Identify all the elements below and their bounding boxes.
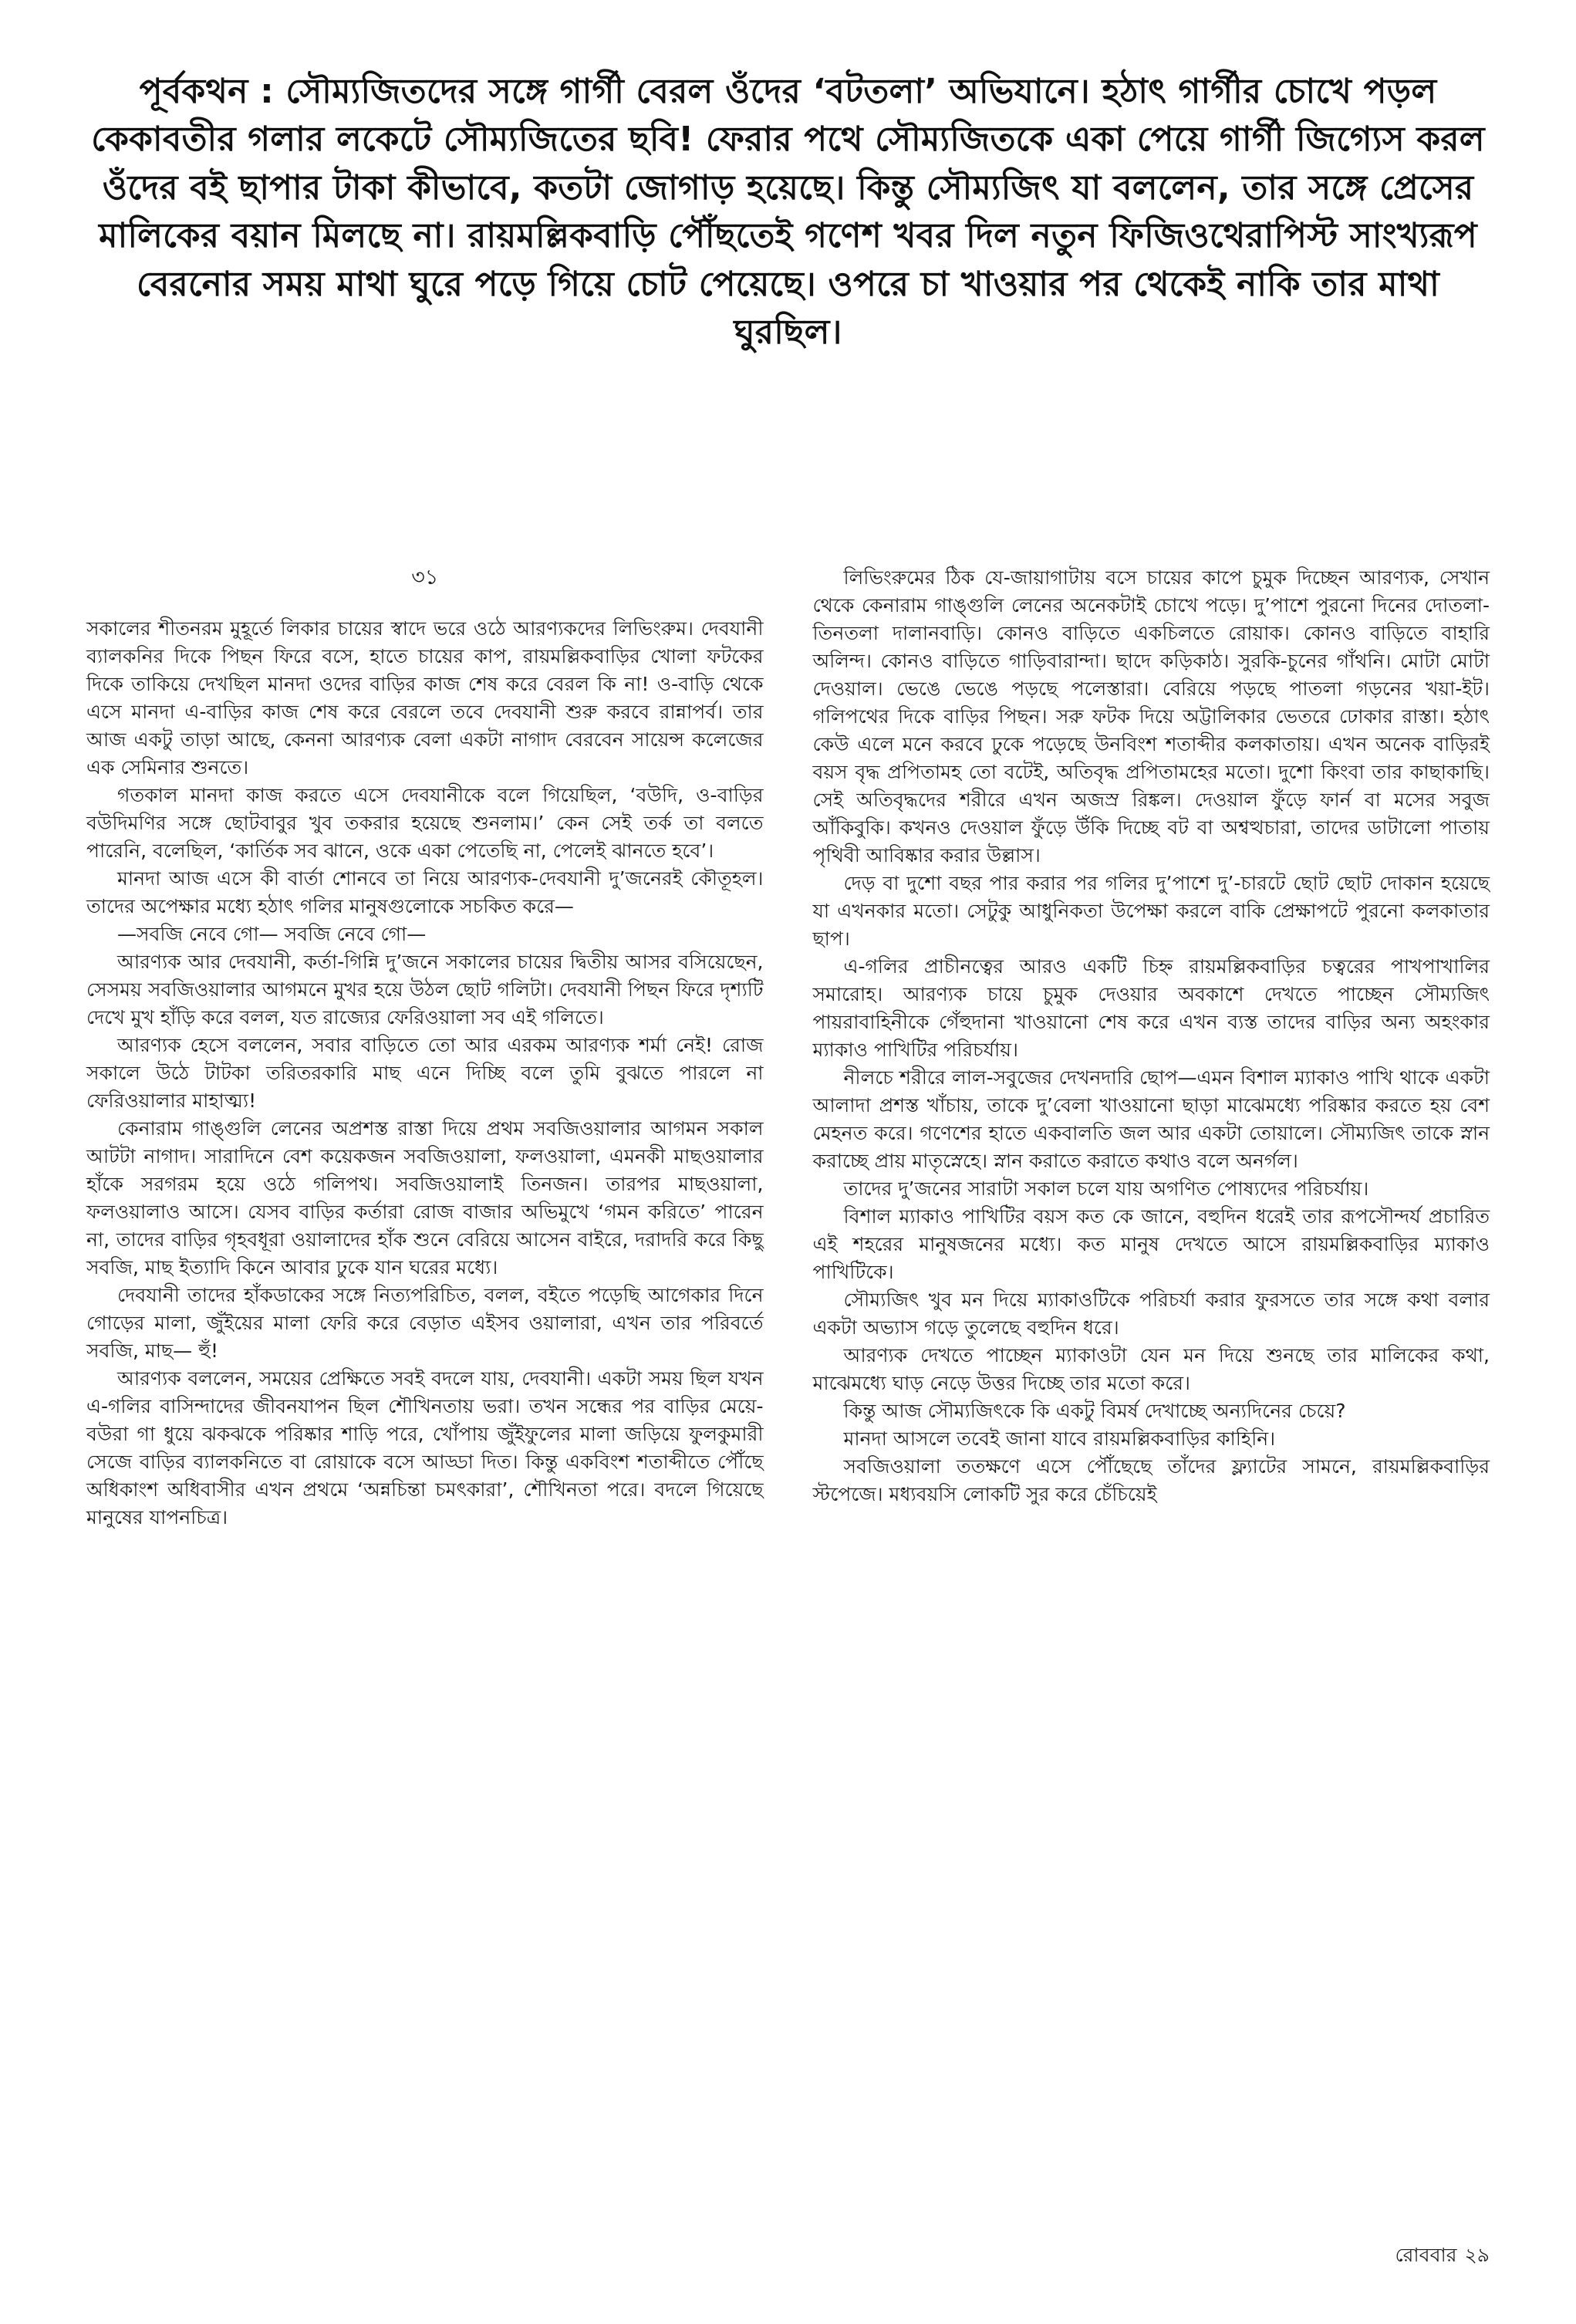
paragraph: কেনারাম গাঙ্গুলি লেনের অপ্রশস্ত রাস্তা দিয়ে প্রথম সবজিওয়ালার আগমন সকাল আটটা নাগাদ। সারাদিনে বেশ কয়েকজন সবজিওয়ালা, ফলওয়ালা, এমনকী মাছওয়ালার হাঁকে সরগরম হয়ে ওঠে গলিপথ। সবজিওয়ালাই তিনজন। তারপর মাছওয়ালা, ফলওয়ালাও আসে। যেসব বাড়ির কর্তারা রোজ বাজার অভিমুখে ‘গমন করিতে’ পারেন না, তাদের বাড়ির গৃহবধূরা ওয়ালাদের হাঁক শুনে বেরিয়ে আসেন বাইরে, দরাদরি করে কিছু সবজি, মাছ ইত্যাদি কিনে আবার ঢুকে যান ঘরের মধ্যে। — [86, 1116, 764, 1279]
paragraph: লিভিংরুমের ঠিক যে-জায়াগাটায় বসে চায়ের কাপে চুমুক দিচ্ছেন আরণ্যক, সেখান থেকে কেনারাম গাঙ্গুলি লেনের অনেকটাই চোখে পড়ে। দু’পাশে পুরনো দিনের দোতলা-তিনতলা দালানবাড়ি। কোনও বাড়িতে একচিলতে রোয়াক। কোনও বাড়িতে বাহারি অলিন্দ। কোনও বাড়িতে গাড়িবারান্দা। ছাদে কড়িকাঠ। সুরকি-চুনের গাঁথনি। মোটা মোটা দেওয়াল। ভেঙে ভেঙে পড়ছে পলেস্তারা। বেরিয়ে পড়ছে পাতলা গড়নের খয়া-ইট। গলিপথের দিকে বাড়ির পিছন। সরু ফটক দিয়ে অট্টালিকার ভেতরে ঢোকার রাস্তা। হঠাৎ কেউ এলে মনে করবে ঢুকে পড়েছে উনবিংশ শতাব্দীর কলকাতায়। এখন অনেক বাড়িরই বয়স বৃদ্ধ প্রপিতামহ তো বটেই, অতিবৃদ্ধ প্রপিতামহের মতো। দুশো কিংবা তার কাছাকাছি। সেই অতিবৃদ্ধদের শরীরে এখন অজস্র রিঙ্কল। দেওয়াল ফুঁড়ে ফার্ন বা মসের সবুজ আঁকিবুকি। কখনও দেওয়াল ফুঁড়ে উঁকি দিচ্ছে বট বা অশ্বত্থচারা, তাদের ডাটালো পাতায় পৃথিবী আবিষ্কার করার উল্লাস। — [812, 566, 1490, 866]
paragraph: আরণ্যক আর দেবযানী, কর্তা-গিন্নি দু’জনে সকালের চায়ের দ্বিতীয় আসর বসিয়েছেন, সেসময় সবজিওয়ালার আগমনে মুখর হয়ে উঠল ছোট গলিটা। দেবযানী পিছন ফিরে দৃশ্যটি দেখে মুখ হাঁড়ি করে বলল, যত রাজ্যের ফেরিওয়ালা সব এই গলিতে। — [86, 950, 764, 1029]
right-column — [813, 564, 1490, 1532]
paragraph: আরণ্যক বললেন, সময়ের প্রেক্ষিতে সবই বদলে যায়, দেবযানী। একটা সময় ছিল যখন এ-গলির বাসিন্দাদের জীবনযাপন ছিল শৌখিনতায় ভরা। তখন সন্ধের পর বাড়ির মেয়ে-বউরা গা ধুয়ে ঝকঝকে পরিষ্কার শাড়ি পরে, খোঁপায় জুঁইফুলের মালা জড়িয়ে ফুলকুমারী সেজে বাড়ির ব্যালকনিতে বা রোয়াকে বসে আড্ডা দিত। কিন্তু একবিংশ শতাব্দীতে পৌঁছে অধিকাংশ অধিবাসীর এখন প্রথমে ‘অন্নচিন্তা চমৎকারা’, শৌখিনতা পরে। বদলে গিয়েছে মানুষের যাপনচিত্র। — [86, 1366, 764, 1529]
prologue-header: পূর্বকথন : সৌম্যজিতদের সঙ্গে গার্গী বেরল ওঁদের ‘বটতলা’ অভিযানে। হঠাৎ গার্গীর চোখে পড়ল কেকাবতীর গলার লকেটে সৌম্যজিতের ছবি! ফেরার পথে সৌম্যজিতকে একা পেয়ে গার্গী জিগ্যেস করল ওঁদের বই ছাপার টাকা কীভাবে, কতটা জোগাড় হয়েছে। কিন্তু সৌম্যজিৎ যা বললেন, তার সঙ্গে প্রেসের মালিকের বয়ান মিলছে না। রায়মল্লিকবাড়ি পৌঁছতেই গণেশ খবর দিল নতুন ফিজিওথেরাপিস্ট সাংখ্যরূপ বেরনোর সময় মাথা ঘুরে পড়ে গিয়ে চোট পেয়েছে। ওপরে চা খাওয়ার পর থেকেই নাকি তার মাথা ঘুরছিল। — [91, 72, 1485, 353]
paragraph: তাদের দু’জনের সারাটা সকাল চলে যায় অগণিত পোষ্যদের পরিচর্যায়। — [843, 1177, 1369, 1200]
paragraph: বিশাল ম্যাকাও পাখিটির বয়স কত কে জানে, বহুদিন ধরেই তার রূপসৌন্দর্য প্রচারিত এই শহরের মানুষজনের মধ্যে। কত মানুষ দেখতে আসে রায়মল্লিকবাড়ির ম্যাকাও পাখিটিকে। — [812, 1204, 1490, 1283]
paragraph: কিন্তু আজ সৌম্যজিৎকে কি একটু বিমর্ষ দেখাচ্ছে অন্যদিনের চেয়ে? — [843, 1399, 1346, 1422]
page-footer — [1395, 2240, 1490, 2273]
magazine-name: রোববার — [1395, 2244, 1457, 2266]
paragraph: মানদা আসলে তবেই জানা যাবে রায়মল্লিকবাড়ির কাহিনি। — [843, 1427, 1276, 1450]
chapter-number: ৩১ — [411, 565, 439, 589]
paragraph: নীলচে শরীরে লাল-সবুজের দেখনদারি ছোপ—এমন বিশাল ম্যাকাও পাখি থাকে একটা আলাদা প্রশস্ত খাঁচায়, তাকে দু’বেলা খাওয়ানো ছাড়া মাঝেমধ্যে পরিষ্কার করতে হয় বেশ মেহনত করে। গণেশের হাতে একবালতি জল আর একটা তোয়ালে। সৌম্যজিৎ তাকে স্নান করাচ্ছে প্রায় মাতৃস্নেহে। স্নান করাতে করাতে কথাও বলে অনর্গল। — [812, 1066, 1490, 1172]
paragraph: এ-গলির প্রাচীনত্বের আরও একটি চিহ্ন রায়মল্লিকবাড়ির চত্বরের পাখপাখালির সমারোহ। আরণ্যক চায়ে চুমুক দেওয়ার অবকাশে দেখতে পাচ্ছেন সৌম্যজিৎ পায়রাবাহিনীকে গেঁহুদানা খাওয়ানো শেষ করে এখন ব্যস্ত তাদের বাড়ির অন্য অহংকার ম্যাকাও পাখিটির পরিচর্যায়। — [812, 954, 1490, 1061]
paragraph: সবজিওয়ালা ততক্ষণে এসে পৌঁছেছে তাঁদের ফ্ল্যাটের সামনে, রায়মল্লিকবাড়ির স্টপেজে। মধ্যবয়সি লোকটি সুর করে চেঁচিয়েই — [812, 1454, 1490, 1505]
paragraph: আরণ্যক হেসে বললেন, সবার বাড়িতে তো আর এরকম আরণ্যক শর্মা নেই! রোজ সকালে উঠে টাটকা তরিতরকারি মাছ এনে দিচ্ছি বলে তুমি বুঝতে পারলে না ফেরিওয়ালার মাহাত্ম্য! — [86, 1033, 764, 1112]
body-columns — [86, 564, 1490, 1532]
paragraph: সকালের শীতনরম মুহূর্তে লিকার চায়ের স্বাদে ভরে ওঠে আরণ্যকদের লিভিংরুম। দেবযানী ব্যালকনির দিকে পিছন ফিরে বসে, হাতে চায়ের কাপ, রায়মল্লিকবাড়ির খোলা ফটকের দিকে তাকিয়ে দেখছিল মানদা ওদের বাড়ির কাজ শেষ করে বেরল কি না! ও-বাড়ি থেকে এসে মানদা এ-বাড়ির কাজ শেষ করে বেরলে তবে দেবযানী শুরু করবে রান্নাপর্ব। তার আজ একটু তাড়া আছে, কেননা আরণ্যক বেলা একটা নাগাদ বেরবেন সায়েন্স কলেজের এক সেমিনার শুনতে। — [86, 616, 764, 779]
left-column — [86, 564, 764, 1532]
page-number: ২৯ — [1464, 2244, 1490, 2266]
paragraph: মানদা আজ এসে কী বার্তা শোনবে তা নিয়ে আরণ্যক-দেবযানী দু’জনেরই কৌতূহল। তাদের অপেক্ষার মধ্যে হঠাৎ গলির মানুষগুলোকে সচকিত করে— — [86, 866, 764, 917]
right-column-paragraphs — [813, 564, 1490, 1508]
paragraph: দেবযানী তাদের হাঁকডাকের সঙ্গে নিত্যপরিচিত, বলল, বইতে পড়েছি আগেকার দিনে গোড়ের মালা, জুঁইয়ের মালা ফেরি করে বেড়াত এইসব ওয়ালারা, এখন তার পরিবর্তে সবজি, মাছ— হুঁ! — [86, 1283, 764, 1362]
paragraph: সৌম্যজিৎ খুব মন দিয়ে ম্যাকাওটিকে পরিচর্যা করার ফুরসতে তার সঙ্গে কথা বলার একটা অভ্যাস গড়ে তুলেছে বহুদিন ধরে। — [812, 1288, 1490, 1339]
paragraph: আরণ্যক দেখতে পাচ্ছেন ম্যাকাওটা যেন মন দিয়ে শুনছে তার মালিকের কথা, মাঝেমধ্যে ঘাড় নেড়ে উত্তর দিচ্ছে তার মতো করে। — [812, 1343, 1490, 1394]
paragraph: দেড় বা দুশো বছর পার করার পর গলির দু’পাশে দু’-চারটে ছোট ছোট দোকান হয়েছে যা এখনকার মতো। সেটুকু আধুনিকতা উপেক্ষা করলে বাকি প্রেক্ষাপটে পুরনো কলকাতার ছাপ। — [812, 871, 1490, 950]
left-column-paragraphs — [86, 615, 764, 1532]
paragraph: —সবজি নেবে গো— সবজি নেবে গো— — [117, 922, 427, 945]
paragraph: গতকাল মানদা কাজ করতে এসে দেবযানীকে বলে গিয়েছিল, ‘বউদি, ও-বাড়ির বউদিমণির সঙ্গে ছোটবাবুর খুব তকরার হয়েছে শুনলাম।’ কেন সেই তর্ক তা বলতে পারেনি, বলেছিল, ‘কার্তিক সব ঝানে, ওকে একা পেতেছি না, পেলেই ঝানতে হবে’। — [86, 783, 764, 862]
